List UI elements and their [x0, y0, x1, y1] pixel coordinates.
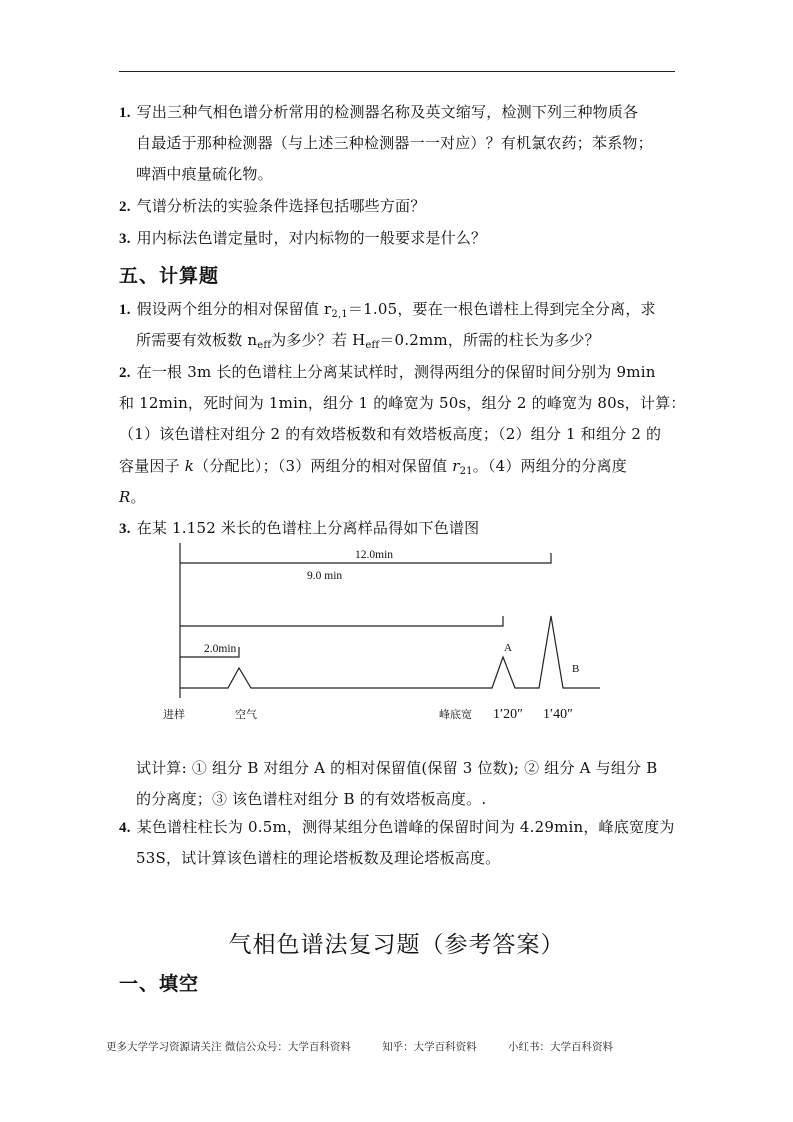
calc-1-line-1: 1. 假设两个组分的相对保留值 $r_{2,1}=1.05$，要在一根色谱柱上得到完全分离，求 [119, 300, 656, 320]
retention-bar-A [180, 616, 503, 626]
calc-3-line-2: 试计算: ① 组分 B 对组分 A 的相对保留值(保留 3 位数); ② 组分 A 与组分 B [136, 759, 658, 777]
footer-xiaohongshu: 小红书：大学百科资料 [508, 1041, 614, 1053]
calc-4-line-2: 53S，试计算该色谱柱的理论塔板数及理论塔板高度。 [136, 849, 501, 867]
label-peak-B: B [572, 663, 580, 675]
calc-1-line-2: 所需要有效板数 $n_{eff}$为多少？若 $H_{eff}=0.2mm$，所需的柱长为多少？ [136, 331, 600, 351]
footer-zhihu: 知乎：大学百科资料 [382, 1041, 477, 1053]
question-1-line-1: 1. 写出三种气相色谱分析常用的检测器名称及英文缩写，检测下列三种物质各 [119, 103, 639, 121]
label-inject: 进样 [163, 709, 185, 721]
label-retention-B: 12.0min [355, 549, 394, 561]
question-1-line-2: 自最适于那种检测器（与上述三种检测器一一对应）？有机氯农药；苯系物； [136, 134, 653, 152]
calc-4-line-1: 4. 某色谱柱柱长为 0.5m，测得某组分色谱峰的保留时间为 4.29min，峰底宽度为 [119, 818, 675, 836]
answers-title: 气相色谱法复习题（参考答案） [228, 932, 565, 958]
footer-wechat: 更多大学学习资源请关注 微信公众号：大学百科资料 [106, 1041, 351, 1053]
label-retention-air: 2.0min [204, 643, 237, 655]
chromatogram-baseline [180, 616, 600, 688]
section-heading-calc: 五、计算题 [119, 265, 220, 287]
retention-bar-B [180, 553, 551, 563]
retention-bar-air [180, 647, 239, 657]
calc-2-line-2: 和 12min，死时间为 1min，组分 1 的峰宽为 50s，组分 2 的峰宽为 80s，计算： [119, 394, 686, 412]
label-peak-A: A [504, 642, 512, 654]
label-width-A: 1′20″ [493, 707, 523, 722]
calc-3-line-3: 的分离度；③ 该色谱柱对组分 B 的有效塔板高度。. [136, 790, 487, 808]
label-air: 空气 [235, 709, 257, 721]
calc-2-line-5: R。 [119, 488, 146, 506]
page-footer [106, 1039, 641, 1054]
calc-3-line-1: 3. 在某 1.152 米长的色谱柱上分离样品得如下色谱图 [119, 519, 480, 537]
calc-2-line-3: （1）该色谱柱对组分 2 的有效塔板数和有效塔板高度；（2）组分 1 和组分 2 的 [119, 425, 662, 443]
label-base-width: 峰底宽 [439, 709, 472, 721]
label-retention-A: 9.0 min [307, 570, 343, 582]
header-rule [119, 71, 675, 72]
question-1-line-3: 啤酒中痕量硫化物。 [136, 165, 273, 183]
question-2: 2. 气谱分析法的实验条件选择包括哪些方面？ [119, 197, 426, 215]
label-width-B: 1′40″ [543, 707, 573, 722]
calc-2-line-1: 2. 在一根 3m 长的色谱柱上分离某试样时，测得两组分的保留时间分别为 9min [119, 363, 656, 381]
calc-2-line-4: 容量因子 k（分配比）；（3）两组分的相对保留值 $r_{21}$。（4）两组分的分离度 [119, 457, 627, 477]
question-3: 3. 用内标法色谱定量时，对内标物的一般要求是什么？ [119, 229, 487, 247]
answers-section-1-heading: 一、填空 [119, 973, 200, 995]
